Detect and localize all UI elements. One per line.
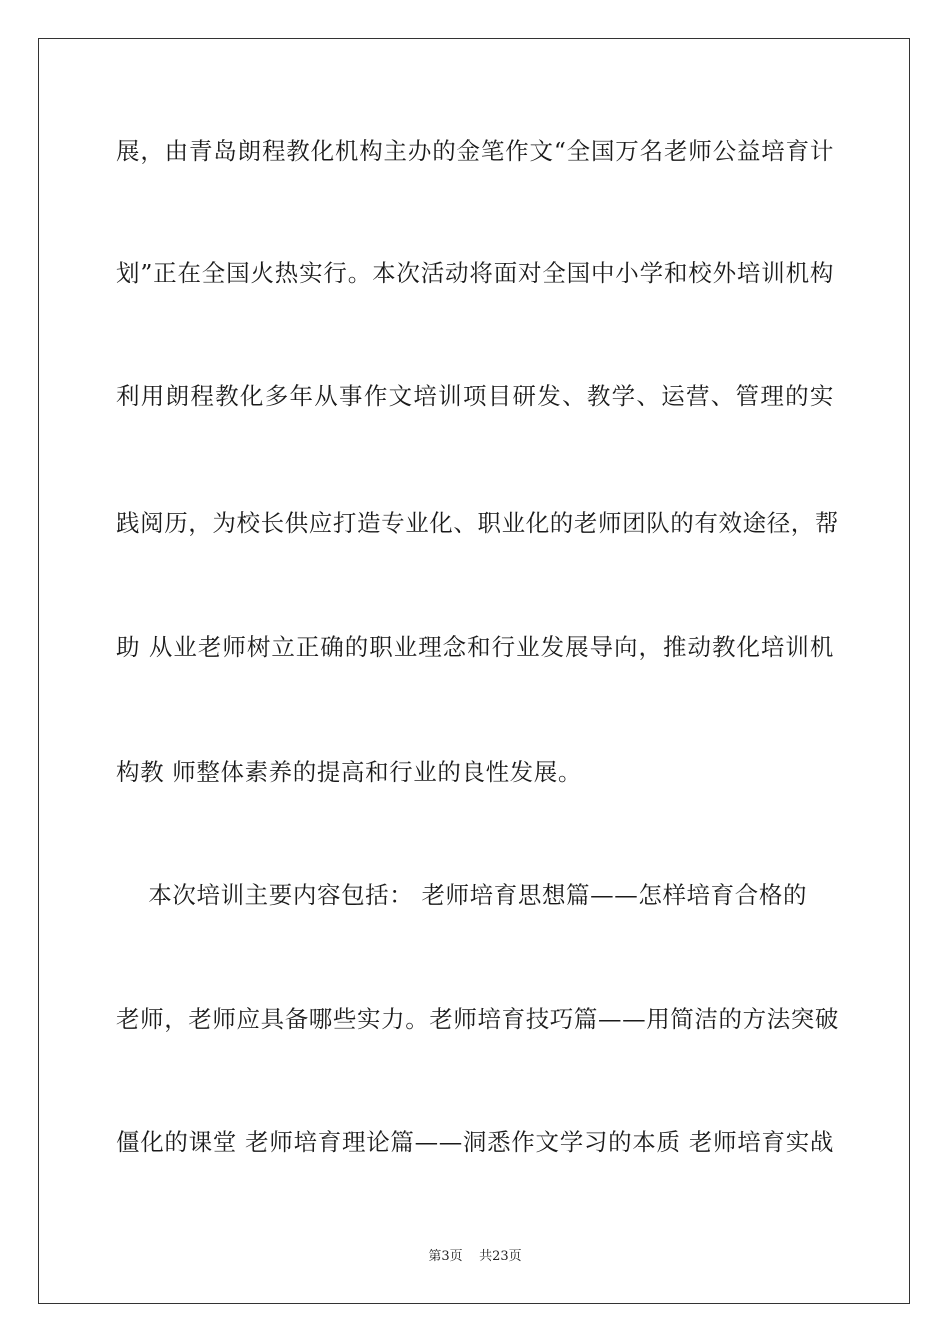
text-line-5: 助 从业老师树立正确的职业理念和行业发展导向，推动教化培训机	[116, 633, 834, 661]
text-line-1: 展，由青岛朗程教化机构主办的金笔作文“全国万名老师公益培育计	[116, 137, 834, 165]
page-footer	[0, 1248, 950, 1266]
text-line-8: 老师，老师应具备哪些实力。老师培育技巧篇——用简洁的方法突破	[116, 1005, 839, 1033]
text-line-2: 划”正在全国火热实行。本次活动将面对全国中小学和校外培训机构	[116, 259, 834, 287]
page-number: 第3页	[428, 1249, 463, 1264]
page-total: 共23页	[479, 1249, 522, 1264]
text-line-9: 僵化的课堂 老师培育理论篇——洞悉作文学习的本质 老师培育实战	[116, 1128, 834, 1156]
page-frame	[38, 38, 910, 1304]
text-line-3: 利用朗程教化多年从事作文培训项目研发、教学、运营、管理的实	[116, 382, 834, 410]
text-line-4: 践阅历，为校长供应打造专业化、职业化的老师团队的有效途径，帮	[116, 509, 839, 537]
text-line-7: 本次培训主要内容包括： 老师培育思想篇——怎样培育合格的	[116, 881, 808, 909]
text-line-6: 构教 师整体素养的提高和行业的良性发展。	[116, 758, 582, 786]
